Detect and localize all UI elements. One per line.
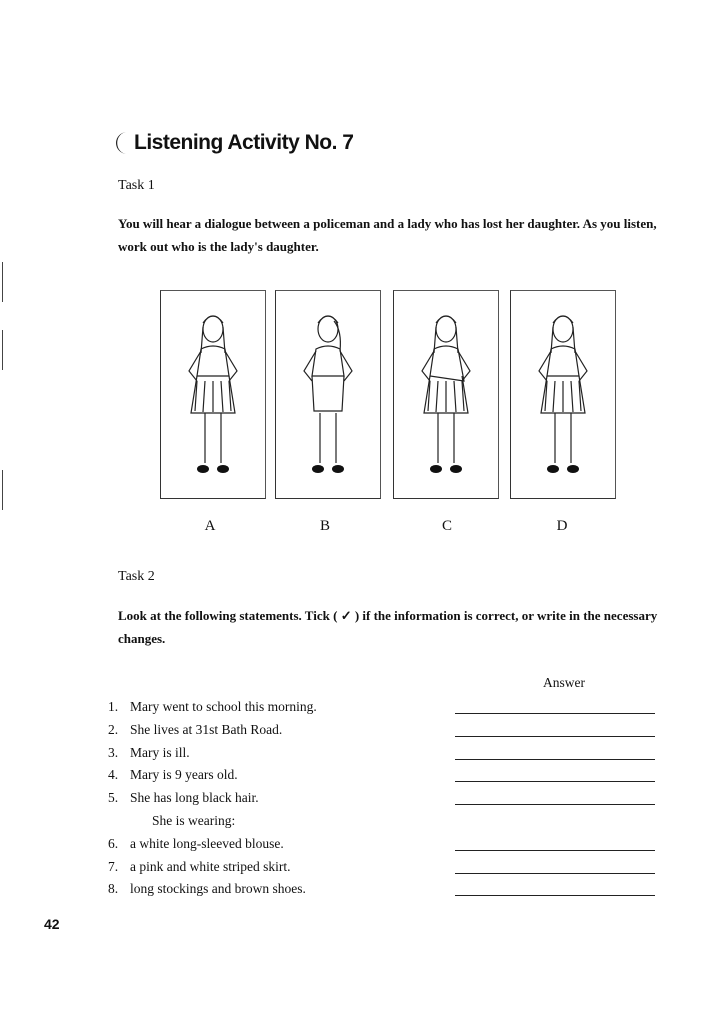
item-text: She lives at 31st Bath Road. <box>130 721 283 737</box>
task2-label: Task 2 <box>118 569 155 584</box>
item-number: 5. <box>108 790 119 806</box>
scan-margin-mark <box>2 330 3 370</box>
answer-header: Answer <box>543 675 585 690</box>
item-text: She has long black hair. <box>130 790 259 806</box>
girl-picture-b <box>275 290 381 499</box>
item-number: 4. <box>108 767 119 783</box>
item-text: Mary is 9 years old. <box>130 767 238 783</box>
item-text: long stockings and brown shoes. <box>130 881 306 897</box>
picture-label-c: C <box>441 518 452 534</box>
picture-label-b: B <box>319 518 330 534</box>
statement-item <box>130 813 235 829</box>
item-number: 1. <box>108 699 119 714</box>
item-number: 7. <box>108 858 119 874</box>
answer-line[interactable] <box>455 781 655 782</box>
statement-item <box>108 859 290 875</box>
task1-instruction: You will hear a dialogue between a policeman and a lady who has lost her daughter. As you listen, work out who is the lady's daughter. <box>118 216 657 254</box>
crescent-icon <box>114 130 130 156</box>
item-text: She is wearing: <box>152 813 236 828</box>
statement-item <box>108 745 190 761</box>
item-number: 3. <box>108 744 119 760</box>
statement-item <box>108 767 238 783</box>
scan-margin-mark <box>2 470 3 510</box>
item-text: Mary went to school this morning. <box>130 699 317 714</box>
statement-item <box>108 699 317 715</box>
girl-picture-a <box>160 290 266 499</box>
answer-line[interactable] <box>455 873 655 874</box>
statement-item <box>108 881 306 897</box>
answer-line[interactable] <box>455 759 655 760</box>
item-number: 8. <box>108 881 119 897</box>
girl-picture-d <box>510 290 616 499</box>
statement-item <box>108 790 259 806</box>
page-number: 42 <box>44 916 60 932</box>
answer-line[interactable] <box>455 850 655 851</box>
item-text: Mary is ill. <box>130 744 190 760</box>
statement-item <box>108 836 284 852</box>
item-number: 6. <box>108 835 119 851</box>
picture-label-a: A <box>204 518 216 534</box>
picture-label-d: D <box>556 518 568 534</box>
answer-line[interactable] <box>455 895 655 896</box>
scan-margin-mark <box>2 262 3 302</box>
task1-label: Task 1 <box>118 178 155 193</box>
item-number: 2. <box>108 721 119 737</box>
answer-line[interactable] <box>455 804 655 805</box>
answer-line[interactable] <box>455 713 655 714</box>
answer-line[interactable] <box>455 736 655 737</box>
item-text: a pink and white striped skirt. <box>130 858 291 874</box>
task2-instruction: Look at the following statements. Tick ( ✓ ) if the information is correct, or write in the necessary changes. <box>118 608 658 646</box>
page-title: Listening Activity No. 7 <box>114 130 353 156</box>
statement-item <box>108 722 282 738</box>
girl-picture-c <box>393 290 499 499</box>
item-text: a white long-sleeved blouse. <box>130 835 284 851</box>
